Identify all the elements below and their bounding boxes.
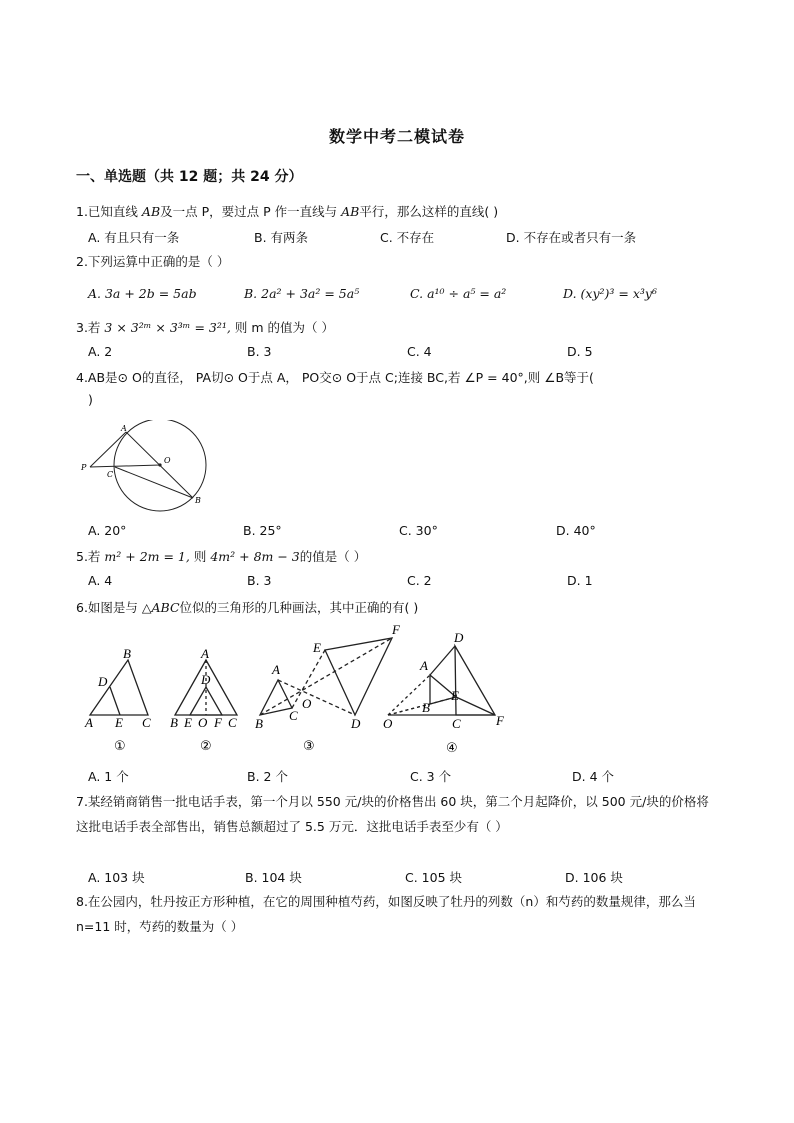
q2-option-c: C. a¹⁰ ÷ a⁵ = a² — [410, 286, 507, 301]
question-3-stem — [76, 318, 334, 336]
q7-option-c: C. 105 块 — [405, 870, 463, 885]
q6-f1-num: ① — [114, 739, 126, 754]
q6-f1-d: D — [98, 674, 108, 689]
q6-f4-b: B — [422, 700, 430, 715]
q6-homothety-figures — [70, 620, 520, 760]
q4-line-cb — [115, 467, 193, 498]
q7-option-b: B. 104 块 — [245, 870, 302, 885]
q4-circle-figure — [78, 420, 218, 512]
q1-stem-c: 平行，那么这样的直线( ) — [359, 204, 499, 219]
q4-line-pa — [90, 432, 126, 467]
q3-option-a: A. 2 — [88, 344, 113, 359]
q6-f1-a: A — [85, 715, 93, 730]
q6-f1-e: E — [115, 715, 123, 730]
q6-f4-num: ④ — [446, 741, 458, 756]
q6-f2-a: A — [201, 646, 209, 661]
q6-f2-e: E — [184, 715, 192, 730]
q3-stem-b: 则 m 的值为（ ） — [234, 320, 334, 335]
q2-option-b: B. 2a² + 3a² = 5a⁵ — [244, 286, 360, 301]
q6-expr: △ABC — [141, 600, 180, 615]
q4-label-c: C — [107, 470, 114, 479]
q6-figure-2 — [175, 660, 237, 715]
question-1-stem — [76, 202, 498, 220]
q6-f2-d: D — [201, 672, 211, 687]
q6-f4-e: E — [451, 688, 459, 703]
question-7-text: 7.某经销商销售一批电话手表，第一个月以 550 元/块的价格售出 60 块，第二个月起降价，以 500 元/块的价格将这批电话手表全部售出，销售总额超过了 5.5 万元．这批电话手表至少有（ ） — [76, 794, 709, 834]
q6-f3-e: E — [313, 640, 321, 655]
q5-stem-b: 则 — [193, 549, 207, 564]
q3-stem-a: 3.若 — [76, 320, 101, 335]
paper-title: 数学中考二模试卷 — [328, 127, 465, 146]
q4-label-a: A — [121, 424, 127, 433]
q4-option-c: C. 30° — [399, 523, 438, 538]
q6-f1-c: C — [142, 715, 151, 730]
q6-f2-num: ② — [200, 739, 212, 754]
question-2-stem: 2.下列运算中正确的是（ ） — [76, 254, 230, 269]
q4-label-p: P — [81, 463, 87, 472]
q6-f4-o: O — [383, 716, 393, 731]
section-heading: 一、单选题（共 12 题；共 24 分） — [76, 169, 303, 185]
q6-stem-b: 位似的三角形的几种画法，其中正确的有( ) — [179, 600, 419, 615]
q5-stem-a: 5.若 — [76, 549, 101, 564]
q6-f2-f: F — [214, 715, 222, 730]
q2-option-d: D. (xy²)³ = x³y⁶ — [563, 286, 657, 301]
q6-f1-b: B — [123, 646, 131, 661]
q1-ab: AB — [141, 204, 161, 219]
question-4-line1: 4.AB是⊙ O的直径， PA切⊙ O于点 A， PO交⊙ O于点 C;连接 BC,若 ∠P = 40°,则 ∠B等于( — [76, 370, 594, 385]
q5-option-d: D. 1 — [567, 573, 593, 588]
q5-option-c: C. 2 — [407, 573, 432, 588]
q3-option-d: D. 5 — [567, 344, 593, 359]
q6-f3-o: O — [302, 696, 312, 711]
q5-expr1: m² + 2m = 1, — [104, 549, 190, 564]
q5-option-b: B. 3 — [247, 573, 272, 588]
q4-center-dot — [158, 463, 161, 466]
question-4-line2: ) — [88, 392, 93, 407]
question-6-stem — [76, 598, 418, 616]
q4-option-b: B. 25° — [243, 523, 282, 538]
q6-f4-d: D — [454, 630, 464, 645]
q3-option-b: B. 3 — [247, 344, 272, 359]
q1-stem-a: 1.已知直线 — [76, 204, 138, 219]
q7-option-d: D. 106 块 — [565, 870, 623, 885]
q4-option-d: D. 40° — [556, 523, 596, 538]
q1-ab2: AB — [341, 204, 360, 219]
q6-option-c: C. 3 个 — [410, 769, 452, 784]
q6-f4-c: C — [452, 716, 461, 731]
q2-option-a: A. 3a + 2b = 5ab — [88, 286, 197, 301]
q5-stem-c: 的值是（ ） — [299, 549, 367, 564]
q6-f2-o: O — [198, 715, 208, 730]
q6-f3-c: C — [289, 708, 298, 723]
question-5-stem — [76, 547, 366, 565]
q6-f3-b: B — [255, 716, 263, 731]
q1-option-a: A. 有且只有一条 — [88, 230, 180, 245]
q6-f4-a: A — [420, 658, 428, 673]
q6-f3-d: D — [351, 716, 361, 731]
q1-option-b: B. 有两条 — [254, 230, 309, 245]
q1-option-c: C. 不存在 — [380, 230, 435, 245]
q3-expr: 3 × 3²ᵐ × 3³ᵐ = 3²¹, — [104, 320, 231, 335]
q3-option-c: C. 4 — [407, 344, 432, 359]
q4-line-po — [90, 465, 160, 467]
q6-option-d: D. 4 个 — [572, 769, 614, 784]
q6-figure-4 — [388, 646, 495, 715]
q6-stem-a: 6.如图是与 — [76, 600, 138, 615]
q6-f3-a: A — [272, 662, 280, 677]
q6-f3-num: ③ — [303, 739, 315, 754]
q6-f4-f: F — [496, 713, 504, 728]
q6-option-b: B. 2 个 — [247, 769, 288, 784]
q1-stem-b: 及一点 P，要过点 P 作一直线与 — [160, 204, 338, 219]
q6-option-a: A. 1 个 — [88, 769, 129, 784]
q4-label-b: B — [195, 496, 201, 505]
q5-option-a: A. 4 — [88, 573, 113, 588]
q7-option-a: A. 103 块 — [88, 870, 145, 885]
q4-label-o: O — [164, 456, 171, 465]
q4-option-a: A. 20° — [88, 523, 127, 538]
q1-option-d: D. 不存在或者只有一条 — [506, 230, 637, 245]
question-8-text: 8.在公园内，牡丹按正方形种植，在它的周围种植芍药，如图反映了牡丹的列数（n）和芍药的数量规律，那么当 n=11 时，芍药的数量为（ ） — [76, 894, 696, 934]
q6-f2-c: C — [228, 715, 237, 730]
q6-f3-f: F — [392, 622, 400, 637]
q5-expr2: 4m² + 8m − 3 — [210, 549, 300, 564]
q6-f2-b: B — [170, 715, 178, 730]
